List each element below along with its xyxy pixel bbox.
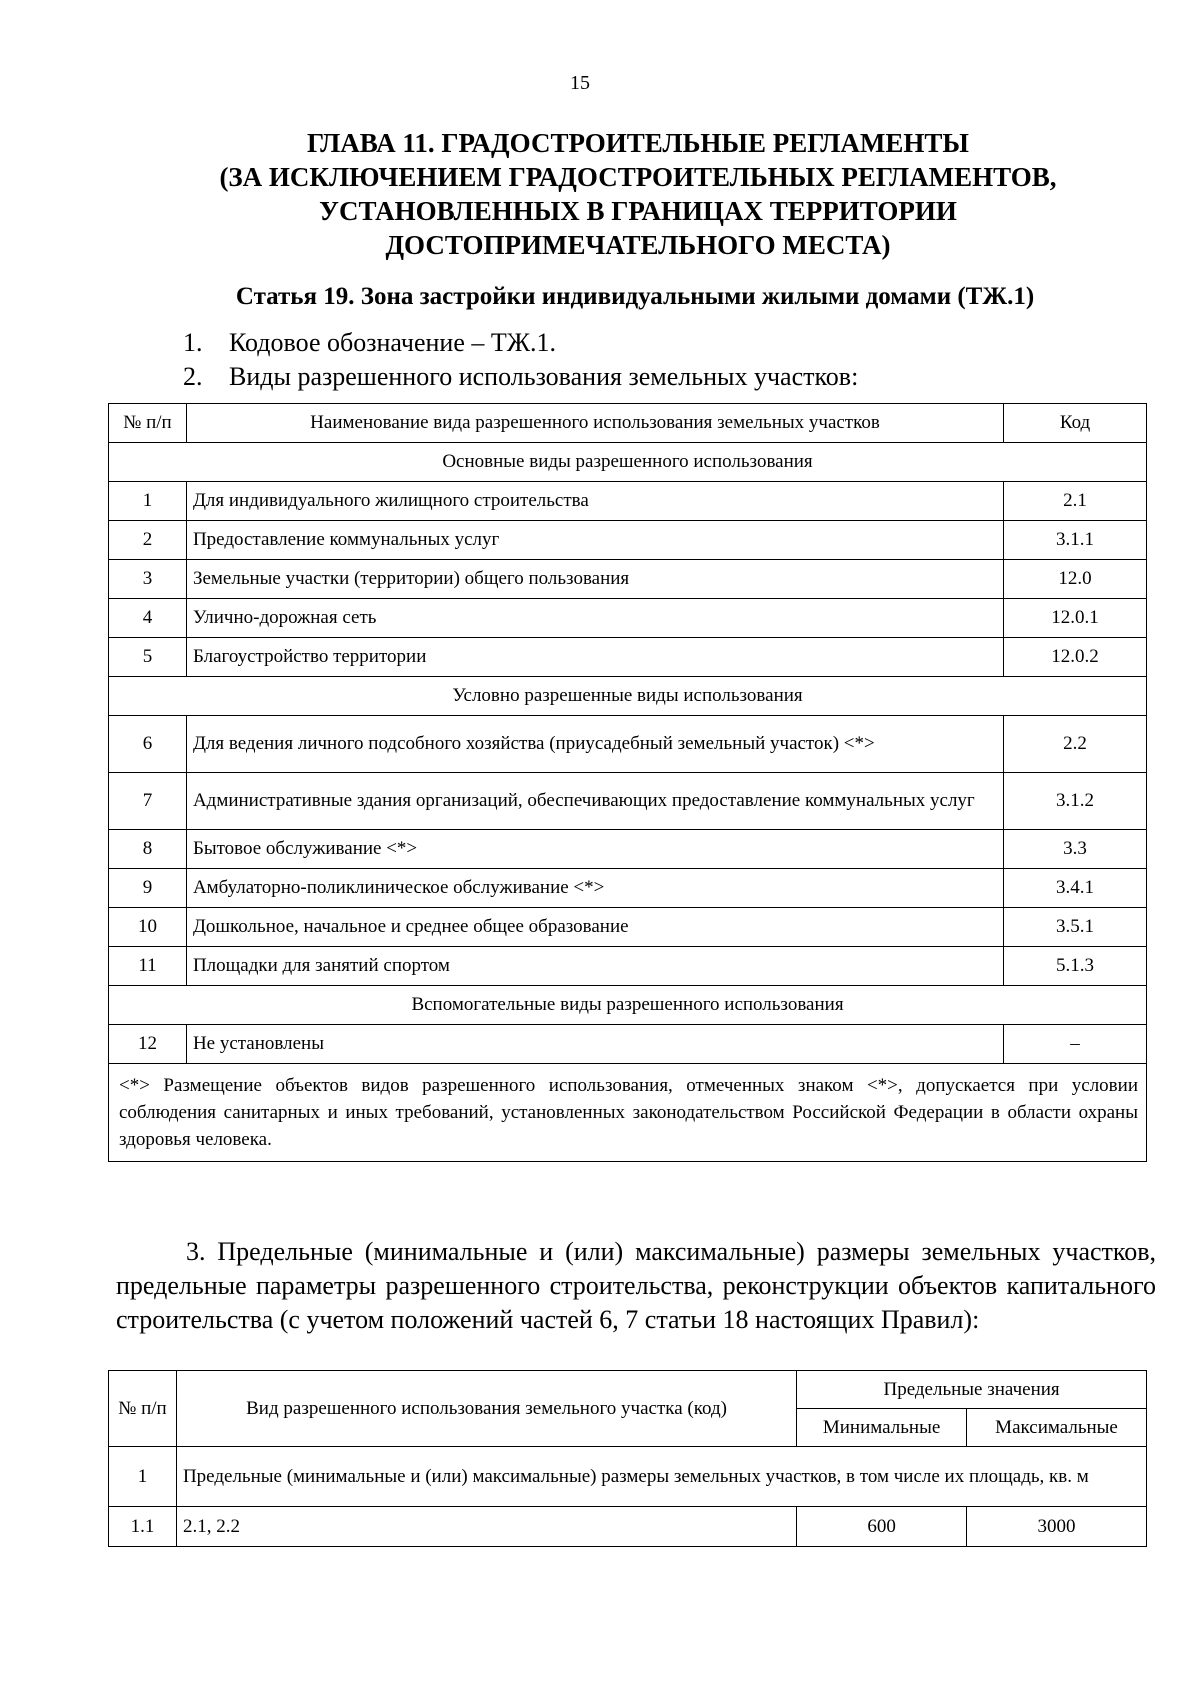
- list-item-number: 1.: [183, 328, 203, 357]
- table-row: [109, 521, 1147, 560]
- table-row: [109, 1025, 1147, 1064]
- row-num: 3: [109, 560, 187, 599]
- row-name: Для ведения личного подсобного хозяйства (приусадебный земельный участок) <*>: [186, 716, 1003, 773]
- row-code: 2.2: [1004, 716, 1147, 773]
- table-row: [109, 947, 1147, 986]
- row-num: 10: [109, 908, 187, 947]
- table-row: [109, 773, 1147, 830]
- table-row: [109, 716, 1147, 773]
- row-name: Для индивидуального жилищного строительства: [186, 482, 1003, 521]
- list-item: [183, 362, 858, 392]
- row-name: Улично-дорожная сеть: [186, 599, 1003, 638]
- list-item-text: Кодовое обозначение – ТЖ.1.: [229, 328, 557, 357]
- row-name: Дошкольное, начальное и среднее общее образование: [186, 908, 1003, 947]
- table-row: [109, 1447, 1147, 1507]
- row-code: 3.4.1: [1004, 869, 1147, 908]
- section-title: Основные виды разрешенного использования: [109, 443, 1147, 482]
- limits-table: [108, 1370, 1147, 1547]
- list-item-number: 2.: [183, 362, 203, 391]
- row-code: 12.0: [1004, 560, 1147, 599]
- row-code: 3.3: [1004, 830, 1147, 869]
- row-text: Предельные (минимальные и (или) максимальные) размеры земельных участков, в том числе их площадь, кв. м: [176, 1447, 1146, 1507]
- row-name: Предоставление коммунальных услуг: [186, 521, 1003, 560]
- row-num: 2: [109, 521, 187, 560]
- row-code: 3.5.1: [1004, 908, 1147, 947]
- header-cell-name: Наименование вида разрешенного использования земельных участков: [186, 404, 1003, 443]
- header-cell-num: № п/п: [109, 1371, 177, 1447]
- table-row: [109, 482, 1147, 521]
- row-code: 12.0.1: [1004, 599, 1147, 638]
- row-num: 7: [109, 773, 187, 830]
- header-cell-code: Код: [1004, 404, 1147, 443]
- table-row: [109, 560, 1147, 599]
- list-item: [183, 328, 556, 358]
- paragraph-3: 3. Предельные (минимальные и (или) максимальные) размеры земельных участков, предельные параметры разрешенного строительства, реконструкции объектов капитального строительства (с учетом положений частей 6, 7 статьи 18 настоящих Правил):: [116, 1237, 1156, 1334]
- row-code: –: [1004, 1025, 1147, 1064]
- chapter-title-line: УСТАНОВЛЕННЫХ В ГРАНИЦАХ ТЕРРИТОРИИ: [319, 196, 957, 226]
- table-header-row: [109, 404, 1147, 443]
- list-item-text: Виды разрешенного использования земельных участков:: [229, 362, 859, 391]
- row-name: Не установлены: [186, 1025, 1003, 1064]
- row-name: Земельные участки (территории) общего пользования: [186, 560, 1003, 599]
- chapter-title: [120, 126, 1156, 262]
- row-name: Бытовое обслуживание <*>: [186, 830, 1003, 869]
- row-code: 12.0.2: [1004, 638, 1147, 677]
- row-num: 11: [109, 947, 187, 986]
- row-num: 12: [109, 1025, 187, 1064]
- article-title: Статья 19. Зона застройки индивидуальными жилыми домами (ТЖ.1): [235, 283, 1035, 310]
- table-row: [109, 638, 1147, 677]
- table-row: [109, 830, 1147, 869]
- row-num: 9: [109, 869, 187, 908]
- header-cell-type: Вид разрешенного использования земельного участка (код): [176, 1371, 796, 1447]
- row-num: 1: [109, 482, 187, 521]
- chapter-title-line: ГЛАВА 11. ГРАДОСТРОИТЕЛЬНЫЕ РЕГЛАМЕНТЫ: [307, 128, 969, 158]
- row-max: 3000: [967, 1507, 1147, 1547]
- row-name: Благоустройство территории: [186, 638, 1003, 677]
- page-number: 15: [570, 72, 590, 94]
- permitted-uses-table: [108, 403, 1147, 1162]
- row-name: Площадки для занятий спортом: [186, 947, 1003, 986]
- row-num: 5: [109, 638, 187, 677]
- header-cell-max: Максимальные: [967, 1409, 1147, 1447]
- table-row: [109, 869, 1147, 908]
- header-cell-min: Минимальные: [797, 1409, 967, 1447]
- row-num: 1.1: [109, 1507, 177, 1547]
- header-cell-num: № п/п: [109, 404, 187, 443]
- row-code: 2.1: [1004, 482, 1147, 521]
- table-row: [109, 908, 1147, 947]
- row-code: 5.1.3: [1004, 947, 1147, 986]
- section-title: Условно разрешенные виды использования: [109, 677, 1147, 716]
- section-title: Вспомогательные виды разрешенного использования: [109, 986, 1147, 1025]
- chapter-title-line: (ЗА ИСКЛЮЧЕНИЕМ ГРАДОСТРОИТЕЛЬНЫХ РЕГЛАМЕНТОВ,: [219, 162, 1057, 192]
- row-min: 600: [797, 1507, 967, 1547]
- row-num: 8: [109, 830, 187, 869]
- row-num: 4: [109, 599, 187, 638]
- table-footnote: <*> Размещение объектов видов разрешенного использования, отмеченных знаком <*>, допускается при условии соблюдения санитарных и иных требований, установленных законодательством Российской Федерации в области охраны здоровья человека.: [109, 1064, 1147, 1162]
- row-type: 2.1, 2.2: [176, 1507, 796, 1547]
- row-name: Амбулаторно-поликлиническое обслуживание <*>: [186, 869, 1003, 908]
- chapter-title-line: ДОСТОПРИМЕЧАТЕЛЬНОГО МЕСТА): [385, 230, 891, 260]
- table-row: [109, 1507, 1147, 1547]
- row-num: 6: [109, 716, 187, 773]
- row-code: 3.1.2: [1004, 773, 1147, 830]
- row-code: 3.1.1: [1004, 521, 1147, 560]
- row-num: 1: [109, 1447, 177, 1507]
- header-cell-limits: Предельные значения: [797, 1371, 1147, 1409]
- row-name: Административные здания организаций, обеспечивающих предоставление коммунальных услуг: [186, 773, 1003, 830]
- table-row: [109, 599, 1147, 638]
